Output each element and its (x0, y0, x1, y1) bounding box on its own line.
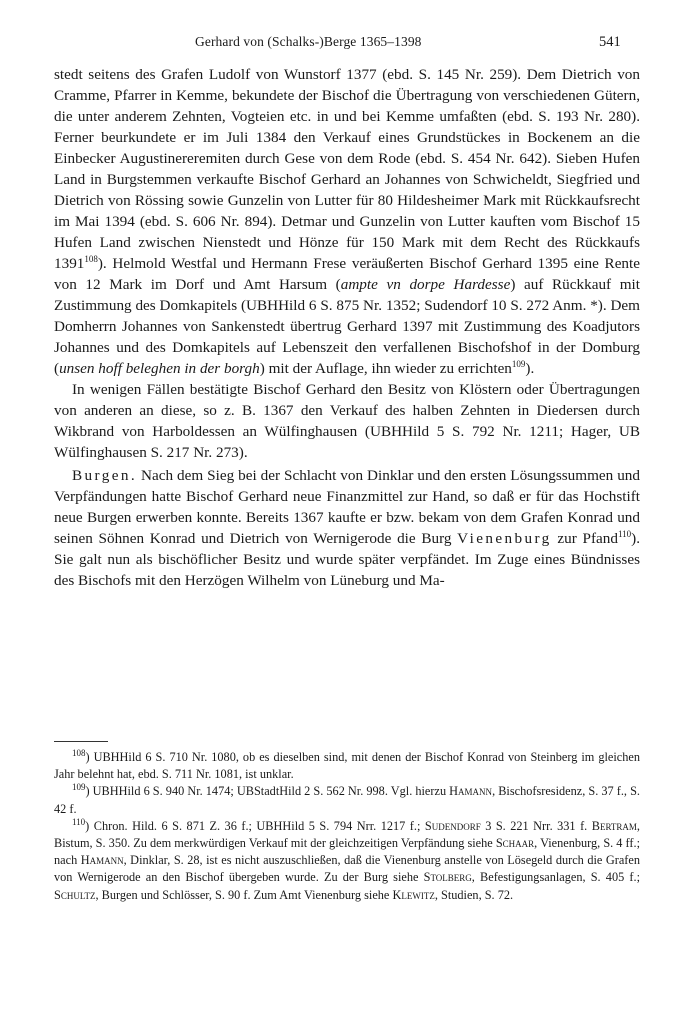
footnote-ref-108[interactable]: 108 (84, 253, 98, 264)
footnote-110: $^{110}$) Chron. Hild. 6 S. 871 Z. 36 f.; UBHHild 5 S. 794 Nrr. 1217 f.; Sudendorf 3 S. 221 Nrr. 331 f. Bertram, Bistum, S. 350. Zu dem merkwürdigen Verkauf mit der gleichzeitigen Verpfändung siehe Schaar, Vienenburg, S. 4 ff.; nach Hamann, Dinklar, S. 28, ist es nicht auszuschließen, daß die Vienenburg anstelle von Lösegeld durch die Grafen von Wernigerode an den Bischof übergeben wurde. Zu der Burg siehe Stolberg, Befestigungsanlagen, S. 405 f.; Schultz, Burgen und Schlösser, S. 90 f. Zum Amt Vienenburg siehe Klewitz, Studien, S. 72. (54, 816, 640, 902)
paragraph-1: stedt seitens des Grafen Ludolf von Wunstorf 1377 (ebd. S. 145 Nr. 259). Dem Dietrich von Cramme, Pfarrer in Kemme, bekundete der Bischof die Übertragung von verschiedenen Gütern, die unter anderem Zehnten, Vogteien etc. in und bei Kemme umfaßten (ebd. S. 193 Nr. 280). Ferner beurkundete er im Juli 1384 den Verkauf eines Grundstückes in Bockenem an die Einbecker Augustinereremiten durch Gese von dem Rode (ebd. S. 454 Nr. 642). Sieben Hufen Land in Burgstemmen verkaufte Bischof Gerhard an Johannes von Schwicheldt, Siegfried und Dietrich von Rössing sowie Gunzelin von Lutter für 80 Hildesheimer Mark mit Rückkaufsrecht im Mai 1394 (ebd. S. 606 Nr. 894). Detmar und Gunzelin von Lutter kauften vom Bischof 15 Hufen Land zwischen Nienstedt und Hönze für 150 Mark mit dem Recht des Rückkaufs 1391$^{108}$). Helmold Westfal und Hermann Frese veräußerten Bischof Gerhard 1395 eine Rente von 12 Mark im Dorf und Amt Harsum (ampte vn dorpe Hardesse) auf Rückkauf mit Zustimmung des Domkapitels (UBHHild 6 S. 875 Nr. 1352; Sudendorf 10 S. 272 Anm. *). Dem Domherrn Johannes von Sankenstedt übertrug Gerhard 1397 mit Zustimmung des Koadjutors Johannes und des Domkapitels auf Lebenszeit den verfallenen Bischofshof in der Domburg (unsen hoff beleghen in der borgh) mit der Auflage, ihn wieder zu errichten$^{109}$). (54, 66, 640, 377)
page-header (0, 34, 700, 54)
main-text (54, 64, 640, 591)
paragraph-3: Burgen. Nach dem Sieg bei der Schlacht von Dinklar und den ersten Lösungssummen und Verpfändungen hatte Bischof Gerhard neue Finanzmittel zur Hand, so daß er für das Hochstift neue Burgen erwerben konnte. Bereits 1367 kaufte er bzw. bekam von dem Grafen Konrad und seinen Söhnen Konrad und Dietrich von Wernigerode die Burg Vienenburg zur Pfand$^{110}$). Sie galt nun als bischöflicher Besitz und wurde später verpfändet. Im Zuge eines Bündnisses des Bischofs mit den Herzögen Wilhelm von Lüneburg und Ma- (54, 467, 640, 589)
paragraph-2: In wenigen Fällen bestätigte Bischof Gerhard den Besitz von Klöstern oder Übertragungen von anderen an diese, so z. B. 1367 den Verkauf des halben Zehnten in Diedersen durch Wikbrand von Harboldessen an Wülfinghausen (UBHHild 5 S. 792 Nr. 1211; Hager, UB Wülfinghausen S. 217 Nr. 273). (54, 381, 640, 461)
footnote-109: $^{109}$) UBHHild 6 S. 940 Nr. 1474; UBStadtHild 2 S. 562 Nr. 998. Vgl. hierzu Hamann, Bischofsresidenz, S. 37 f., S. 42 f. (54, 782, 640, 816)
place-vienenburg: Vienenburg (457, 530, 552, 547)
quote-hoff: unsen hoff beleghen in der borgh (59, 360, 260, 377)
footnote-108: $^{108}$) UBHHild 6 S. 710 Nr. 1080, ob es dieselben sind, mit denen der Bischof Konrad von Steinberg im gleichen Jahr belehnt hat, ebd. S. 711 Nr. 1081, ist unklar. (54, 747, 640, 782)
quote-ampte: ampte vn dorpe Hardesse (340, 276, 511, 293)
running-head: Gerhard von (Schalks-)Berge 1365–1398 (195, 34, 422, 49)
page-number: 541 (599, 34, 621, 50)
footnotes (54, 749, 640, 904)
footnote-ref-110[interactable]: 110 (617, 528, 632, 539)
footnote-rule (54, 741, 108, 742)
footnote-ref-109[interactable]: 109 (511, 358, 526, 369)
section-heading-burgen: Burgen. (72, 467, 138, 484)
